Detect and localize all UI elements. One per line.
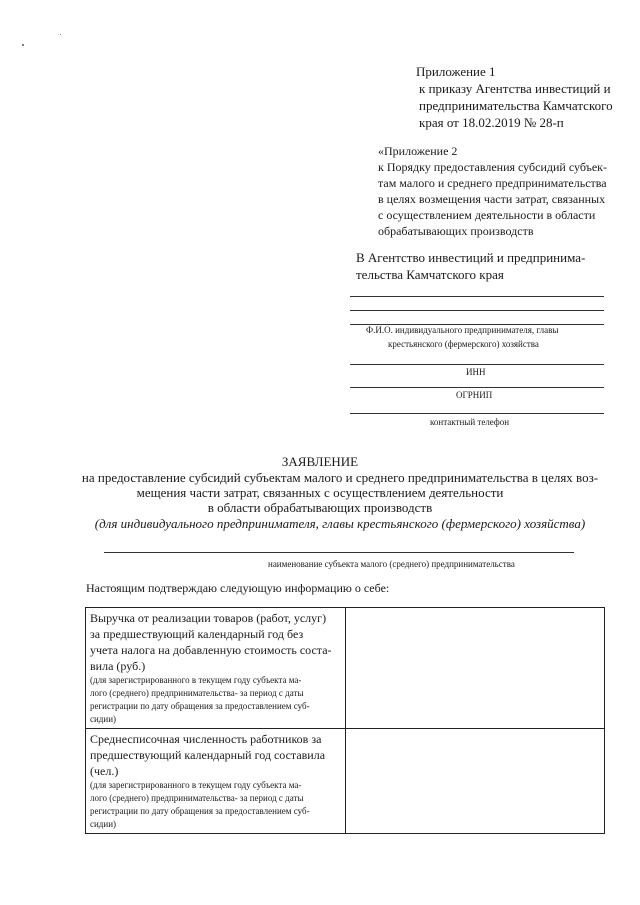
row-note-line: лого (среднего) предпринимательства- за период с даты <box>90 793 304 803</box>
inn-label: ИНН <box>466 367 486 377</box>
appendix-2-line: к Порядку предоставления субсидий субъек- <box>378 160 607 174</box>
row-label-line: за предшествующий календарный год без <box>90 627 304 641</box>
row-note-line: (для зарегистрированного в текущем году субъекта ма- <box>90 675 302 685</box>
table-label-cell <box>86 608 346 729</box>
title-line: мещения части затрат, связанных с осуществлением деятельности <box>136 485 504 500</box>
row-label-line: вила (руб.) <box>90 659 146 673</box>
appendix-1-line: Приложение 1 <box>416 64 496 79</box>
ogrnip-label: ОГРНИП <box>456 390 493 400</box>
row-note-line: регистрации по дату обращения за предоставлением суб- <box>90 806 310 816</box>
title-line: на предоставление субсидий субъектам малого и среднего предпринимательства в целях воз- <box>81 470 599 485</box>
scan-speck <box>60 34 61 35</box>
appendix-1-line: предпринимательства Камчатского <box>419 98 613 113</box>
subject-name-label: наименование субъекта малого (среднего) предпринимательства <box>268 559 515 569</box>
blank-line[interactable] <box>350 310 604 311</box>
employees-value-cell[interactable] <box>346 729 605 834</box>
addressee-line: В Агентство инвестиций и предпринима- <box>356 250 586 265</box>
row-label-line: учета налога на добавленную стоимость соста- <box>90 643 332 657</box>
row-note-line: (для зарегистрированного в текущем году субъекта ма- <box>90 780 302 790</box>
inn-line[interactable] <box>350 364 604 365</box>
appendix-1-line: к приказу Агентства инвестиций и <box>419 81 611 96</box>
document-subtitle: (для индивидуального предпринимателя, главы крестьянского (фермерского) хозяйства) <box>94 516 586 531</box>
row-note-line: регистрации по дату обращения за предоставлением суб- <box>90 701 310 711</box>
row-label-line: Выручка от реализации товаров (работ, услуг) <box>90 611 327 625</box>
row-label-line: предшествующий календарный год составила <box>90 748 326 762</box>
blank-line[interactable] <box>350 296 604 297</box>
fio-label: Ф.И.О. индивидуального предпринимателя, главы <box>366 325 559 335</box>
info-table <box>85 607 605 834</box>
addressee-line: тельства Камчатского края <box>356 267 504 282</box>
title-line: в области обрабатывающих производств <box>207 500 433 515</box>
appendix-2-line: с осуществлением деятельности в области <box>378 208 596 222</box>
row-note-line: лого (среднего) предпринимательства- за период с даты <box>90 688 304 698</box>
appendix-2-line: обрабатывающих производств <box>378 224 534 238</box>
appendix-1-line: края от 18.02.2019 № 28-п <box>419 115 564 130</box>
table-row <box>86 729 605 834</box>
phone-line[interactable] <box>350 413 604 414</box>
appendix-2-line: в целях возмещения части затрат, связанных <box>378 192 606 206</box>
row-label-line: Среднесписочная численность работников за <box>90 732 322 746</box>
row-label-line: (чел.) <box>90 764 119 778</box>
appendix-2-line: «Приложение 2 <box>378 144 458 158</box>
document-title: ЗАЯВЛЕНИЕ <box>281 454 359 469</box>
revenue-value-cell[interactable] <box>346 608 605 729</box>
ogrnip-line[interactable] <box>350 387 604 388</box>
subject-name-line[interactable] <box>104 552 574 553</box>
fio-label: крестьянского (фермерского) хозяйства <box>388 339 539 349</box>
appendix-2-line: там малого и среднего предпринимательства <box>378 176 607 190</box>
row-note-line: сидии) <box>90 714 117 724</box>
table-label-cell <box>86 729 346 834</box>
table-row <box>86 608 605 729</box>
scan-speck <box>22 44 24 46</box>
phone-label: контактный телефон <box>430 417 510 427</box>
row-note-line: сидии) <box>90 819 117 829</box>
confirm-text: Настоящим подтверждаю следующую информацию о себе: <box>86 581 390 595</box>
